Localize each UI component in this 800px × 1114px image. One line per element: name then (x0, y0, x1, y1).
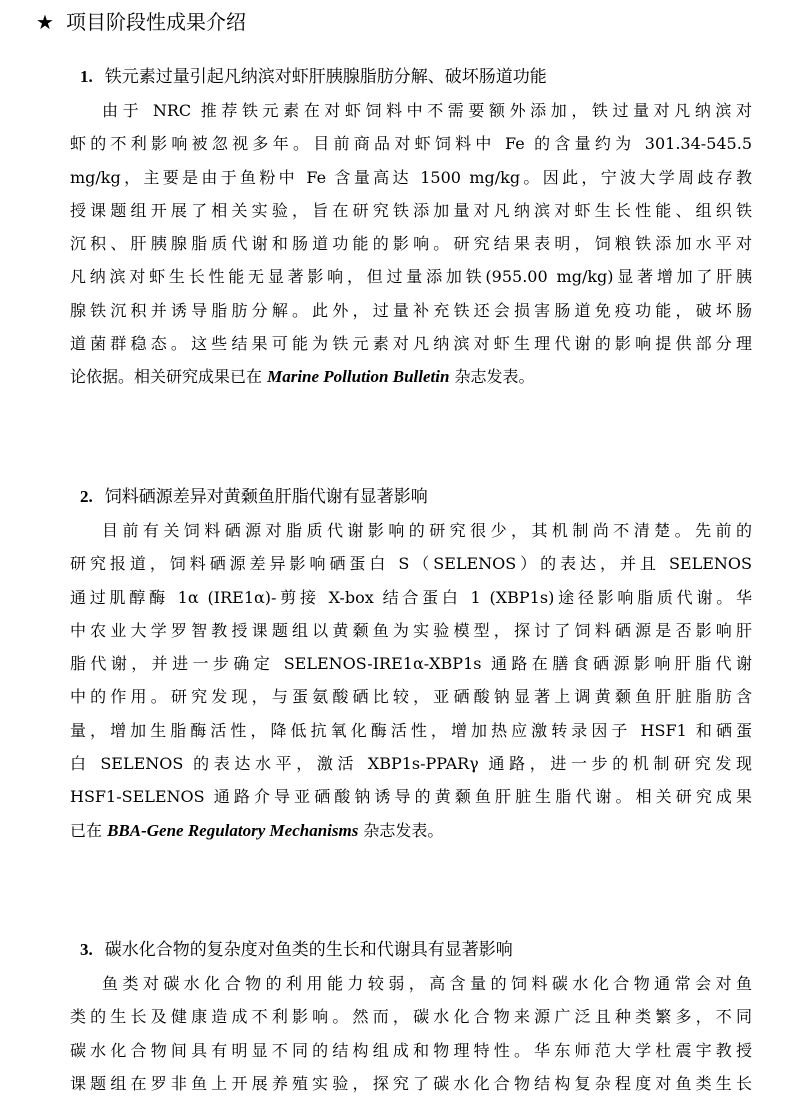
section-1-title (80, 65, 752, 89)
paragraph-last-line (70, 365, 752, 389)
star-icon: ★ (36, 10, 54, 34)
paragraph-line: 腺铁沉积并诱导脂肪分解。此外，过量补充铁还会损害肠道免疫功能，破坏肠 (70, 300, 752, 320)
paragraph-line: HSF1-SELENOS 通路介导亚硒酸钠诱导的黄颡鱼肝脏生脂代谢。相关研究成果 (70, 787, 752, 807)
paragraph-last-line (70, 819, 752, 843)
section-2-heading: 饲料硒源差异对黄颡鱼肝脂代谢有显著影响 (104, 487, 428, 507)
section-1-number: 1. (80, 67, 93, 86)
paragraph-line: 凡纳滨对虾生长性能无显著影响，但过量添加铁(955.00 mg/kg)显著增加了肝胰 (70, 267, 752, 287)
paragraph-line: 由于 NRC 推荐铁元素在对虾饲料中不需要额外添加，铁过量对凡纳滨对 (102, 101, 752, 120)
paragraph-line: 课题组在罗非鱼上开展养殖实验，探究了碳水化合物结构复杂程度对鱼类生长 (70, 1073, 752, 1093)
text-run: 杂志发表。 (358, 820, 444, 840)
text-run: 杂志发表。 (449, 367, 535, 387)
paragraph-line: 碳水化合物间具有明显不同的结构组成和物理特性。华东师范大学杜震宇教授 (70, 1040, 752, 1060)
paragraph-line: 鱼类对碳水化合物的利用能力较弱，高含量的饲料碳水化合物通常会对鱼 (102, 974, 752, 993)
section-3 (70, 938, 752, 1105)
section-3-number: 3. (80, 940, 93, 959)
section-2 (70, 485, 752, 852)
paragraph-line: 授课题组开展了相关实验，旨在研究铁添加量对凡纳滨对虾生长性能、组织铁 (70, 200, 752, 220)
section-1-heading: 铁元素过量引起凡纳滨对虾肝胰腺脂肪分解、破坏肠道功能 (104, 67, 547, 87)
journal-name: BBA-Gene Regulatory Mechanisms (107, 820, 359, 840)
paragraph-line: 中农业大学罗智教授课题组以黄颡鱼为实验模型，探讨了饲料硒源是否影响肝 (70, 620, 752, 640)
section-3-title (80, 938, 752, 962)
section-1 (70, 65, 752, 399)
section-2-title (80, 485, 752, 509)
section-3-heading: 碳水化合物的复杂度对鱼类的生长和代谢具有显著影响 (104, 940, 513, 960)
page-title: 项目阶段性成果介绍 (66, 10, 246, 34)
paragraph-line: 道菌群稳态。这些结果可能为铁元素对凡纳滨对虾生理代谢的影响提供部分理 (70, 334, 752, 354)
paragraph-line: mg/kg，主要是由于鱼粉中 Fe 含量高达 1500 mg/kg。因此，宁波大学周歧存教 (70, 167, 752, 187)
journal-name: Marine Pollution Bulletin (267, 367, 450, 387)
paragraph-line: 脂代谢，并进一步确定 SELENOS-IRE1α-XBP1s 通路在膳食硒源影响肝脂代谢 (70, 654, 752, 674)
section-2-number: 2. (80, 487, 93, 506)
paragraph-line: 通过肌醇酶 1α (IRE1α)-剪接 X-box 结合蛋白 1 (XBP1s)途径影响脂质代谢。华 (70, 587, 752, 607)
paragraph-line: 类的生长及健康造成不利影响。然而，碳水化合物来源广泛且种类繁多，不同 (70, 1007, 752, 1027)
paragraph-line: 白 SELENOS 的表达水平，激活 XBP1s-PPARγ 通路，进一步的机制研究发现 (70, 754, 752, 774)
paragraph-line: 虾的不利影响被忽视多年。目前商品对虾饲料中 Fe 的含量约为 301.34-545.5 (70, 134, 752, 154)
paragraph-line: 沉积、肝胰腺脂质代谢和肠道功能的影响。研究结果表明，饲粮铁添加水平对 (70, 234, 752, 254)
text-run: 已在 (70, 820, 108, 840)
paragraph-line: 研究报道，饲料硒源差异影响硒蛋白 S（SELENOS）的表达，并且 SELENOS (70, 554, 752, 574)
text-run: 论依据。相关研究成果已在 (70, 367, 268, 387)
paragraph-line: 中的作用。研究发现，与蛋氨酸硒比较，亚硒酸钠显著上调黄颡鱼肝脏脂肪含 (70, 687, 752, 707)
page-header (36, 8, 246, 36)
paragraph-line: 目前有关饲料硒源对脂质代谢影响的研究很少，其机制尚不清楚。先前的 (102, 521, 752, 540)
paragraph-line: 量，增加生脂酶活性，降低抗氧化酶活性，增加热应激转录因子 HSF1 和硒蛋 (70, 720, 752, 740)
